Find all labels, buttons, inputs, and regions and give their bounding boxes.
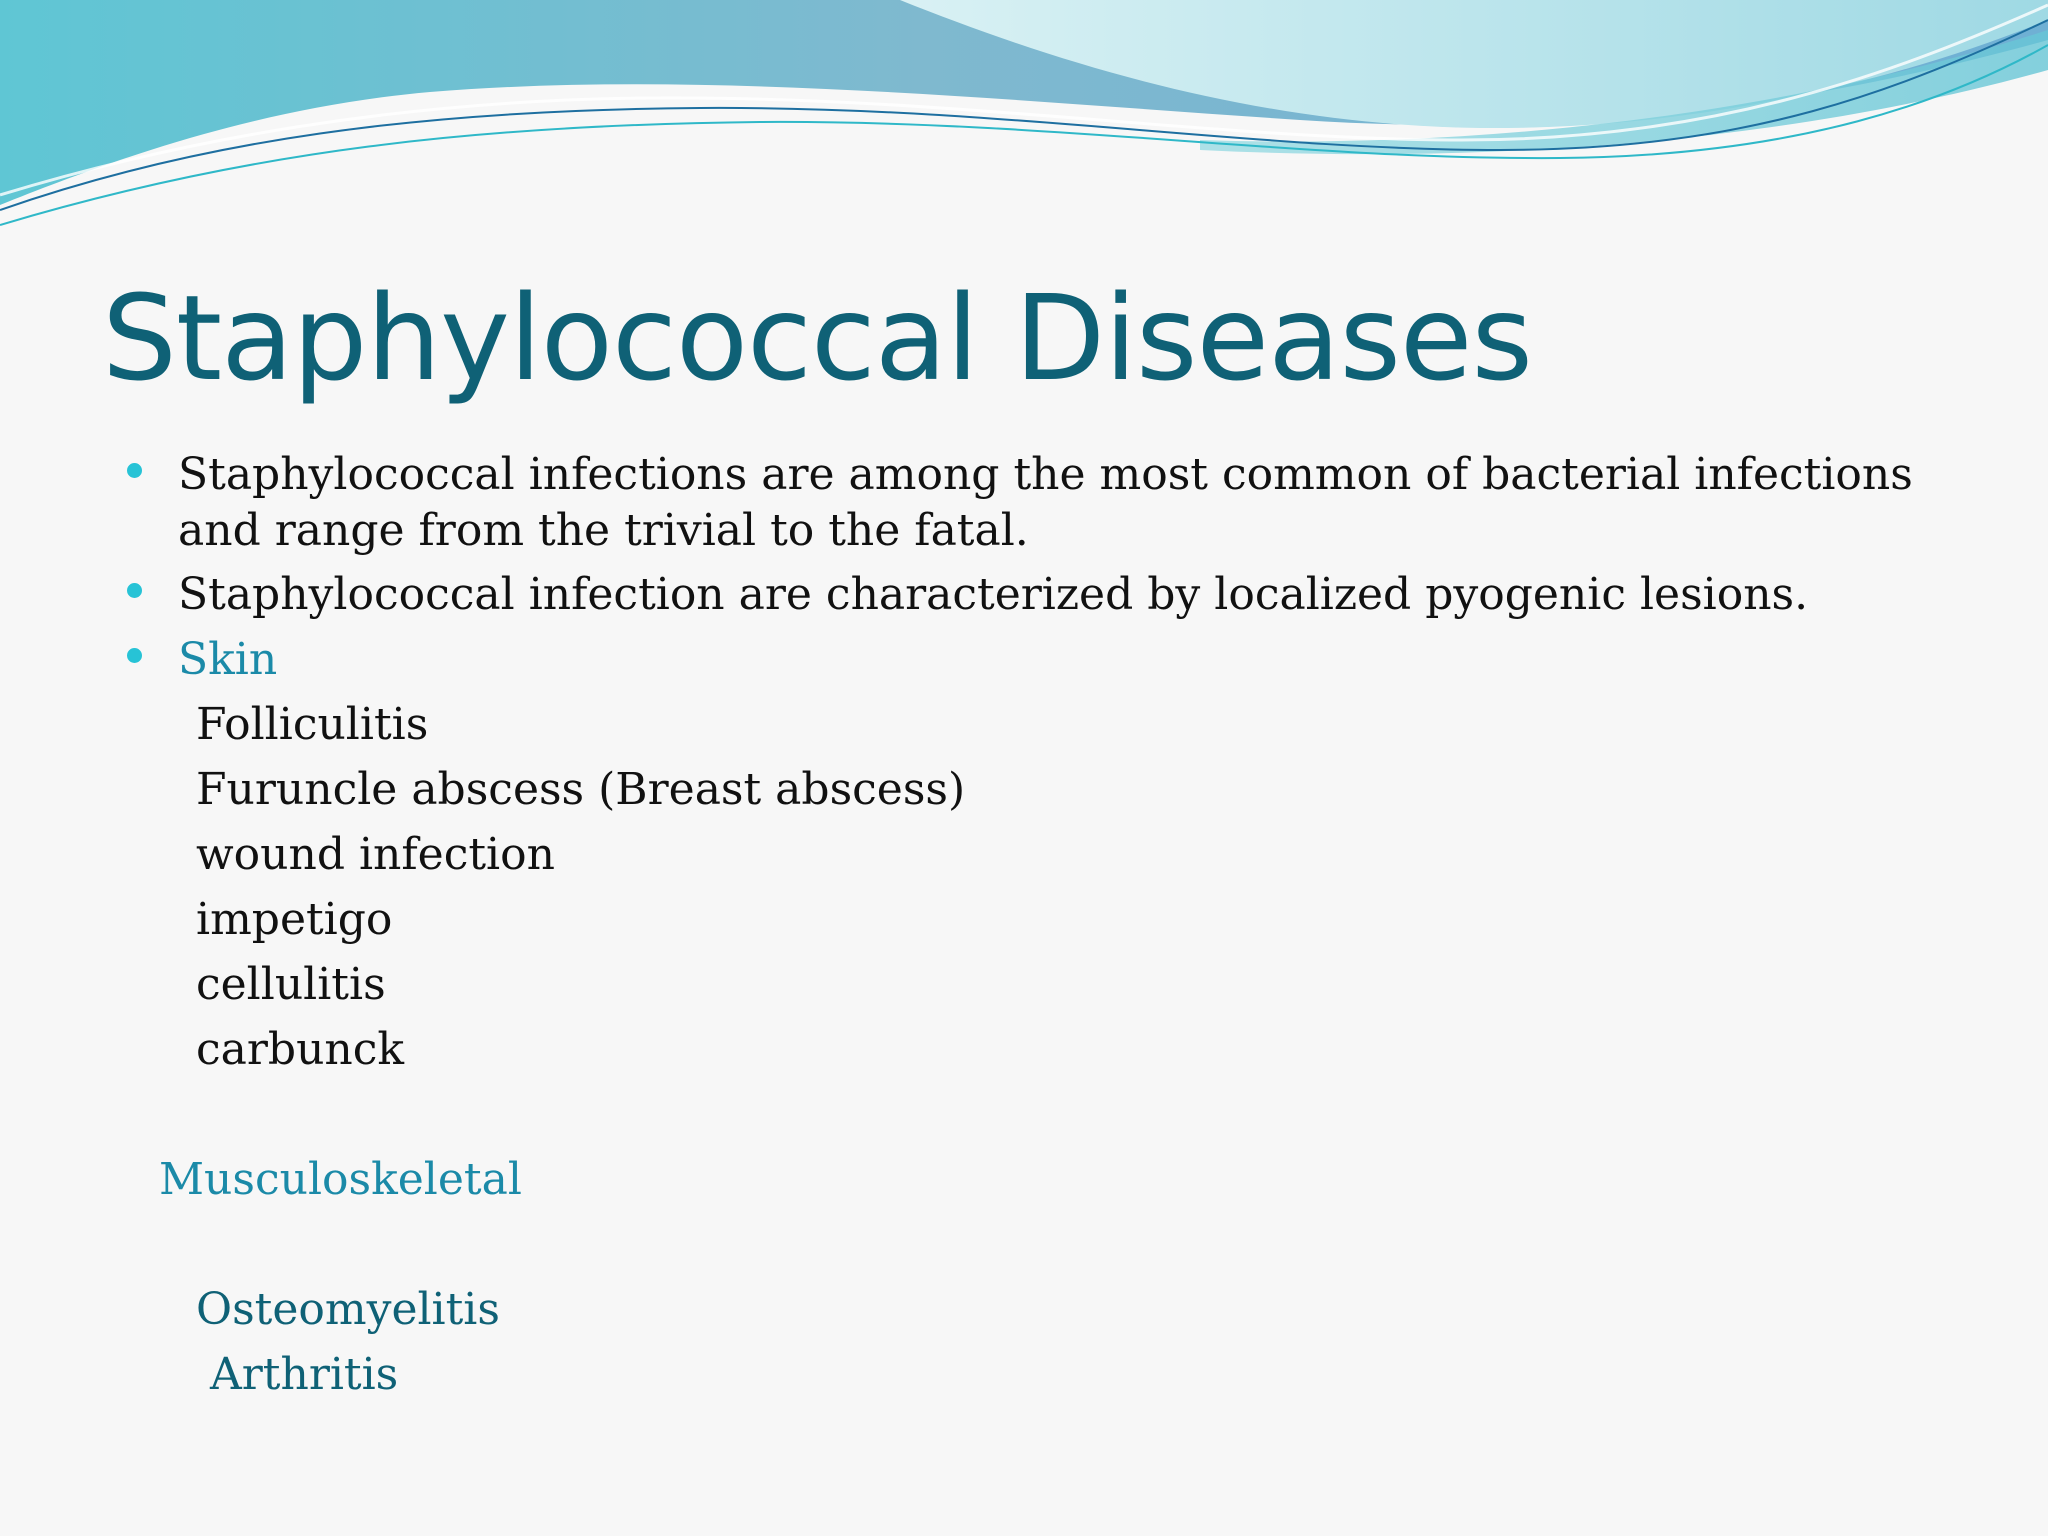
- skin-item-cellulitis: cellulitis: [196, 959, 386, 1010]
- musculoskeletal-item-osteomyelitis: Osteomyelitis: [196, 1284, 500, 1335]
- bullet-1-line-2: and range from the trivial to the fatal.: [178, 505, 1029, 556]
- bullet-3-skin-heading: Skin: [178, 634, 278, 685]
- bullet-dot-3: [127, 648, 142, 663]
- musculoskeletal-item-arthritis: Arthritis: [196, 1349, 399, 1400]
- musculoskeletal-heading: Musculoskeletal: [159, 1154, 522, 1205]
- skin-item-wound-infection: wound infection: [196, 829, 555, 880]
- bullet-dot-1: [127, 463, 142, 478]
- bullet-2-text: Staphylococcal infection are characterized by localized pyogenic lesions.: [178, 569, 1809, 620]
- bullet-dot-2: [127, 583, 142, 598]
- skin-item-folliculitis: Folliculitis: [196, 699, 429, 750]
- skin-item-impetigo: impetigo: [196, 894, 393, 945]
- bullet-1-line-1: Staphylococcal infections are among the most common of bacterial infections: [178, 449, 1913, 500]
- page-title: Staphylococcal Diseases: [102, 269, 1532, 407]
- skin-item-carbunck: carbunck: [196, 1024, 405, 1075]
- skin-item-furuncle: Furuncle abscess (Breast abscess): [196, 764, 966, 815]
